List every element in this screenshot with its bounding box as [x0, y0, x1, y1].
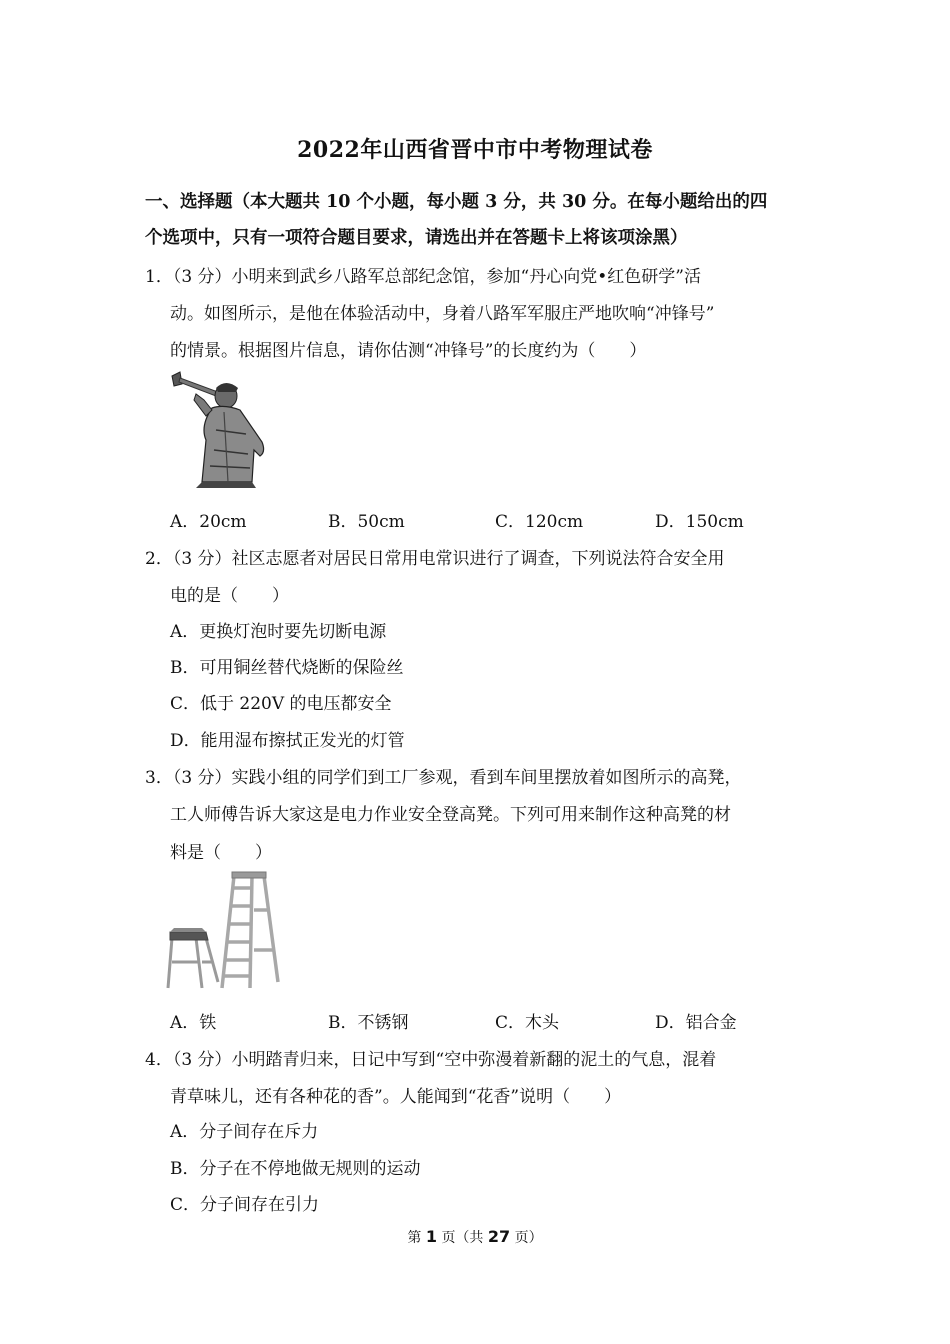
- q3-option-c: C．木头: [495, 1013, 560, 1033]
- page-footer: [0, 1227, 950, 1247]
- section-heading-line1: 一、选择题（本大题共 10 个小题，每小题 3 分，共 30 分。在每小题给出的四: [145, 192, 768, 212]
- q2-option-b: B．可用铜丝替代烧断的保险丝: [170, 658, 404, 678]
- q2-option-c: C．低于 220V 的电压都安全: [170, 694, 392, 714]
- section-heading: [145, 184, 815, 256]
- footer-total-pages: 27: [487, 1227, 511, 1246]
- q1-option-d: D．150cm: [655, 512, 744, 532]
- question-1-line1: 1．（3 分）小明来到武乡八路军总部纪念馆，参加“丹心向党•红色研学”活: [145, 267, 701, 287]
- q1-option-c: C．120cm: [495, 512, 584, 532]
- page-title: 2022年山西省晋中市中考物理试卷: [297, 137, 653, 163]
- footer-middle: 页（共: [441, 1230, 484, 1246]
- q3-option-d: D．铝合金: [655, 1013, 737, 1033]
- q4-option-a: A．分子间存在斥力: [170, 1122, 319, 1142]
- footer-suffix: 页）: [514, 1230, 543, 1246]
- footer-prefix: 第: [407, 1230, 422, 1246]
- question-4-line1: 4．（3 分）小明踏青归来，日记中写到“空中弥漫着新翻的泥土的气息，混着: [145, 1050, 717, 1070]
- q3-option-a: A．铁: [170, 1013, 217, 1033]
- q4-option-c: C．分子间存在引力: [170, 1195, 320, 1215]
- footer-page-number: 1: [425, 1227, 437, 1246]
- section-heading-line2: 个选项中，只有一项符合题目要求，请选出并在答题卡上将该项涂黑）: [145, 228, 688, 248]
- question-1-line3: 的情景。根据图片信息，请你估测“冲锋号”的长度约为（ ）: [170, 341, 647, 361]
- question-2-line2: 电的是（ ）: [170, 586, 289, 606]
- q2-option-a: A．更换灯泡时要先切断电源: [170, 622, 387, 642]
- q3-option-b: B．不锈钢: [328, 1013, 409, 1033]
- question-3-line1: 3．（3 分）实践小组的同学们到工厂参观，看到车间里摆放着如图所示的高凳，: [145, 768, 742, 788]
- question-4-line2: 青草味儿，还有各种花的香”。人能闻到“花香”说明（ ）: [170, 1087, 622, 1107]
- question-3-line2: 工人师傅告诉大家这是电力作业安全登高凳。下列可用来制作这种高凳的材: [170, 805, 731, 825]
- q4-option-b: B．分子在不停地做无规则的运动: [170, 1159, 421, 1179]
- q1-option-b: B．50cm: [328, 512, 405, 532]
- stools-figure: [166, 870, 281, 995]
- bugler-figure: [166, 370, 271, 488]
- q1-option-a: A．20cm: [170, 512, 247, 532]
- q2-option-d: D．能用湿布擦拭正发光的灯管: [170, 731, 405, 751]
- question-1-line2: 动。如图所示，是他在体验活动中，身着八路军军服庄严地吹响“冲锋号”: [170, 304, 715, 324]
- question-3-line3: 料是（ ）: [170, 843, 272, 863]
- question-2-line1: 2．（3 分）社区志愿者对居民日常用电常识进行了调查，下列说法符合安全用: [145, 549, 725, 569]
